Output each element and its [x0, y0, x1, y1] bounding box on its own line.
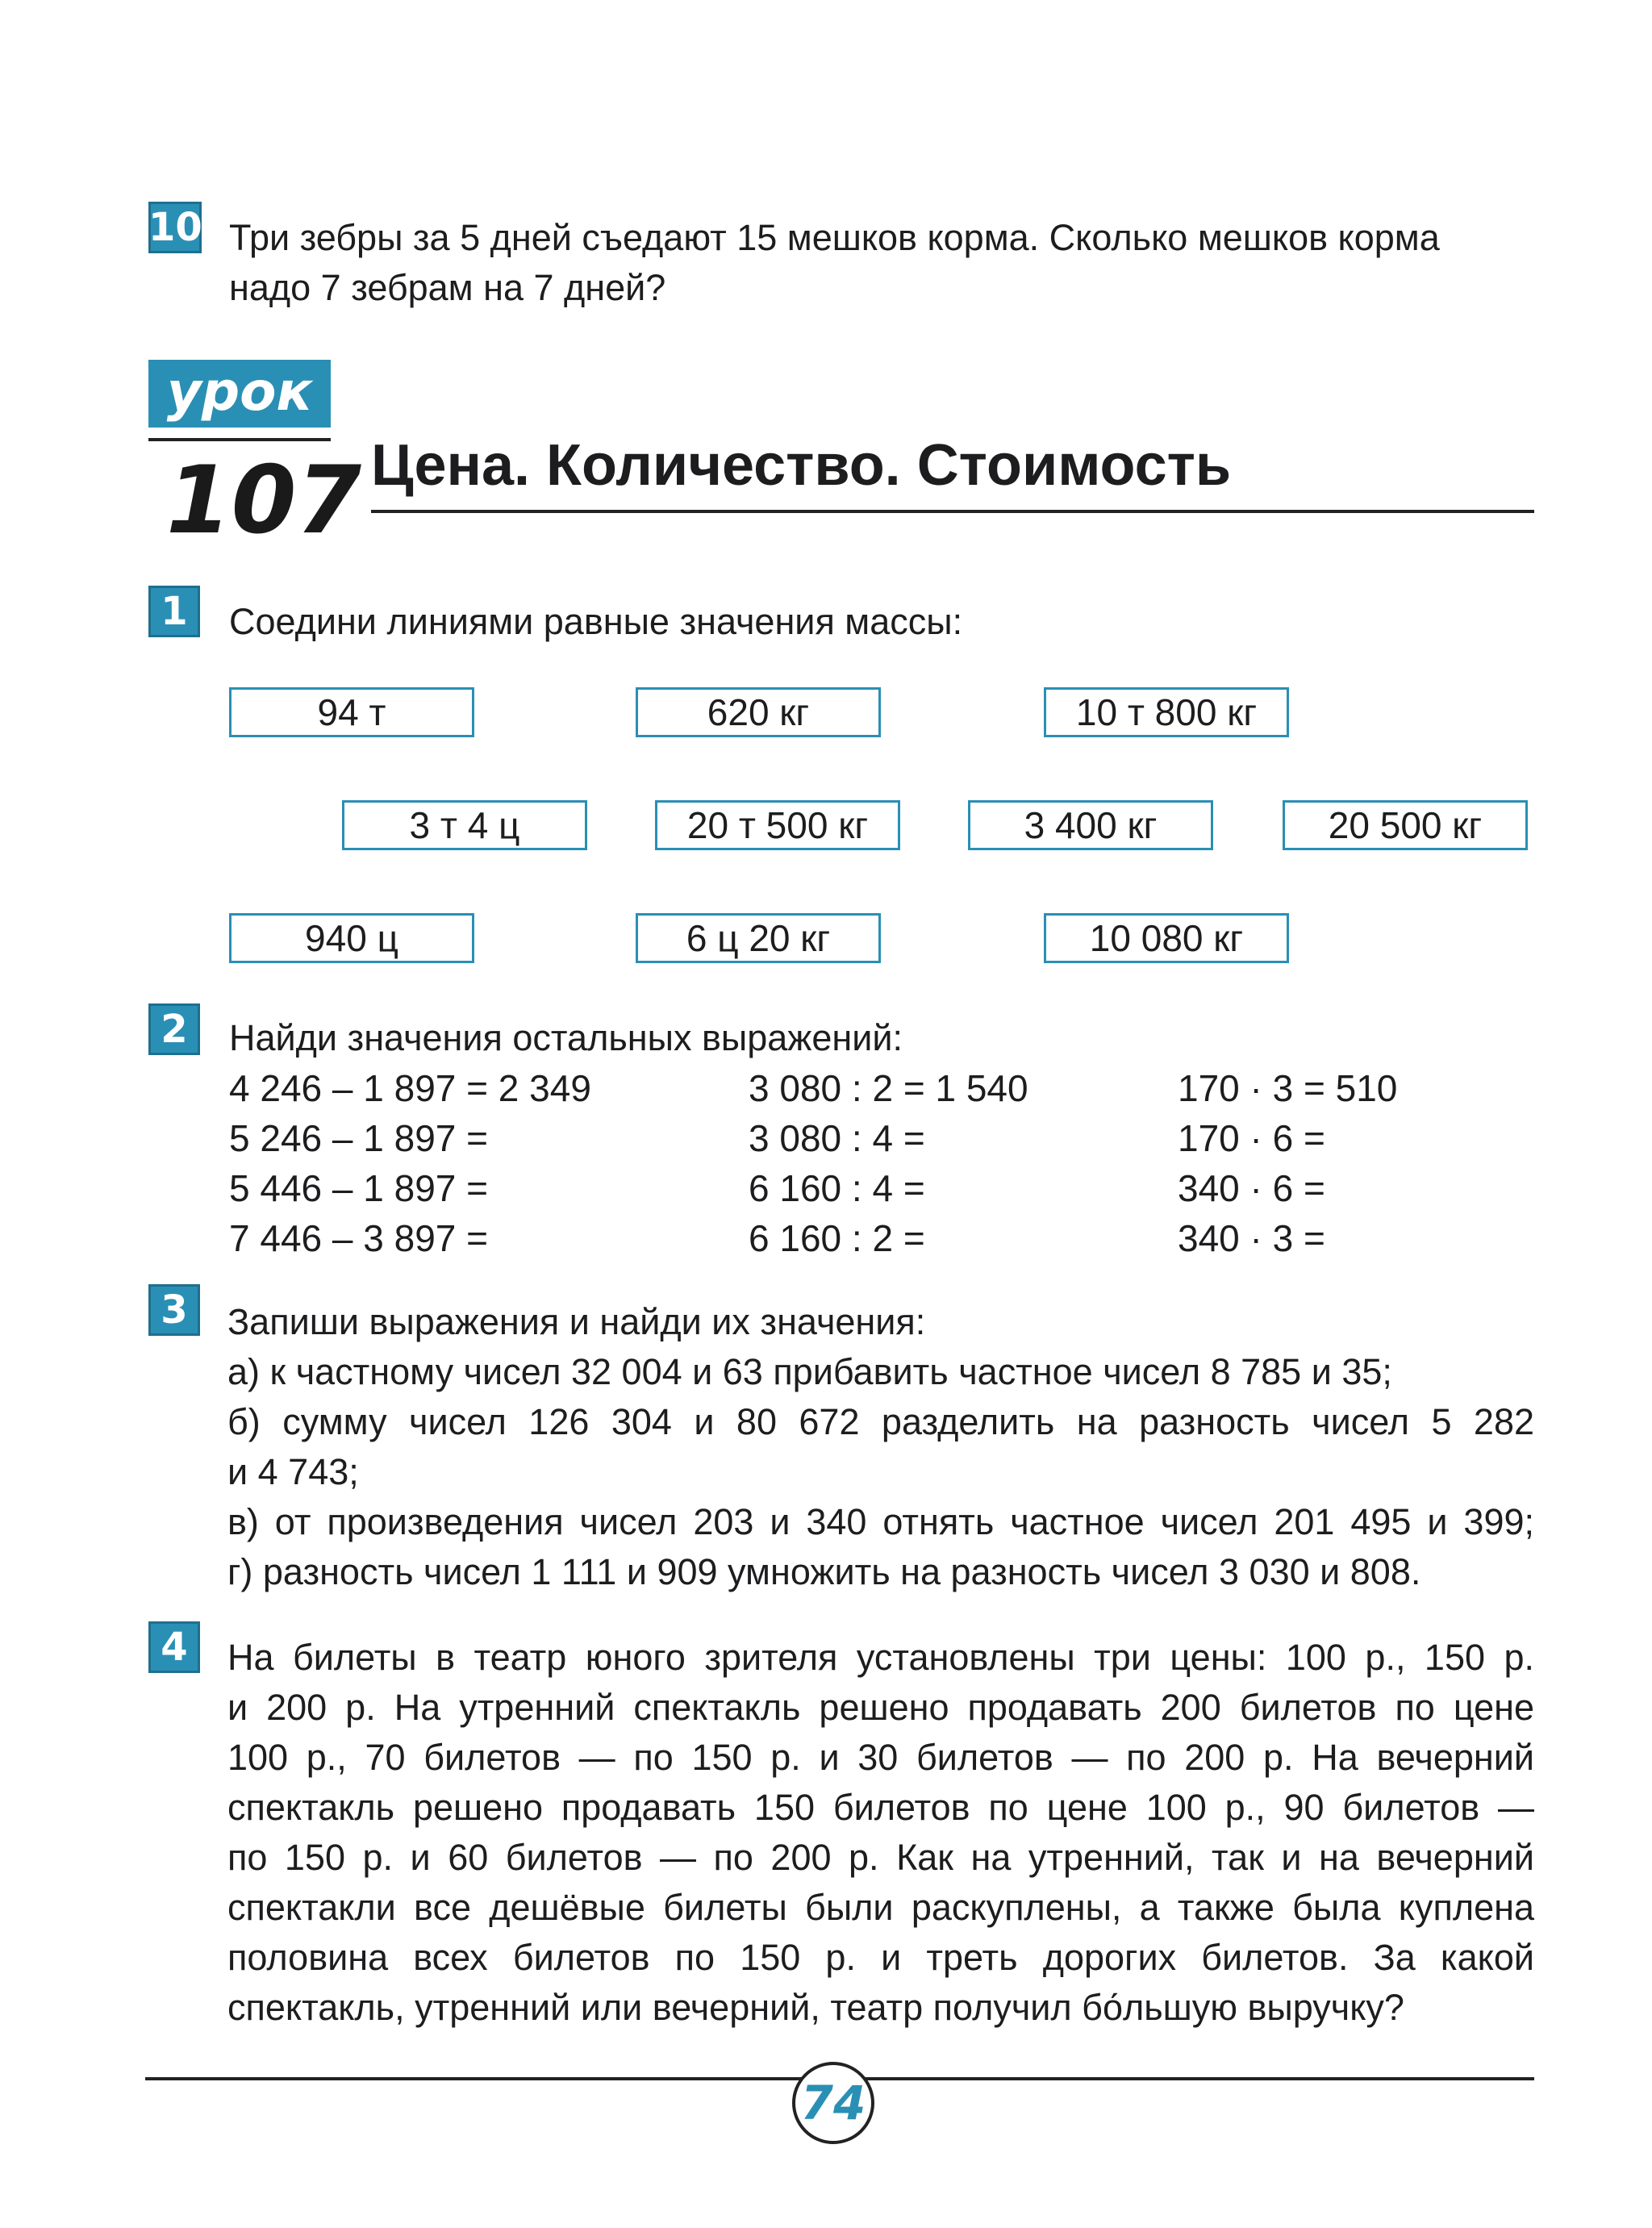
task4-line: половина всех билетов по 150 р. и треть дорогих билетов. За какой	[227, 1937, 1534, 1978]
task3-line: и 4 743;	[227, 1451, 359, 1492]
task3-line: Запиши выражения и найди их значения:	[227, 1301, 926, 1342]
task3-line: б) сумму чисел 126 304 и 80 672 разделить на разность чисел 5 282	[227, 1401, 1534, 1442]
task-number-3: 3	[148, 1284, 200, 1336]
mass-box[interactable]: 6 ц 20 кг	[636, 913, 881, 963]
mass-box[interactable]: 20 500 кг	[1283, 800, 1528, 850]
mass-box[interactable]: 620 кг	[636, 687, 881, 737]
expression: 3 080 : 2 = 1 540	[749, 1067, 1028, 1109]
mass-box[interactable]: 10 080 кг	[1044, 913, 1289, 963]
mass-box[interactable]: 940 ц	[229, 913, 474, 963]
task4-line: 100 р., 70 билетов — по 150 р. и 30 билетов — по 200 р. На вечерний	[227, 1737, 1534, 1778]
task4-line: спектакль, утренний или вечерний, театр получил бо́льшую выручку?	[227, 1987, 1404, 2028]
task4-line: На билеты в театр юного зрителя установлены три цены: 100 р., 150 р.	[227, 1637, 1534, 1678]
task-number-1: 1	[148, 586, 200, 637]
expression: 7 446 – 3 897 =	[229, 1217, 489, 1259]
task4-line: по 150 р. и 60 билетов — по 200 р. Как на утренний, так и на вечерний	[227, 1837, 1534, 1878]
expression: 340 · 6 =	[1178, 1167, 1325, 1209]
task3-line: а) к частному чисел 32 004 и 63 прибавить частное чисел 8 785 и 35;	[227, 1351, 1392, 1392]
task4-line: и 200 р. На утренний спектакль решено продавать 200 билетов по цене	[227, 1687, 1534, 1728]
expression: 3 080 : 4 =	[749, 1117, 925, 1159]
task2-instruction: Найди значения остальных выражений:	[229, 1017, 903, 1058]
task1-instruction: Соедини линиями равные значения массы:	[229, 601, 963, 642]
mass-box[interactable]: 10 т 800 кг	[1044, 687, 1289, 737]
task-number-10: 10	[148, 202, 202, 253]
lesson-label: урок	[148, 360, 331, 428]
expression: 5 246 – 1 897 =	[229, 1117, 489, 1159]
lesson-label-rule	[148, 438, 331, 441]
task-number-2: 2	[148, 1003, 200, 1055]
lesson-title-rule	[371, 510, 1534, 513]
task-number-4: 4	[148, 1621, 200, 1673]
expression: 5 446 – 1 897 =	[229, 1167, 489, 1209]
expression: 170 · 3 = 510	[1178, 1067, 1398, 1109]
mass-box[interactable]: 94 т	[229, 687, 474, 737]
task3-line: г) разность чисел 1 111 и 909 умножить на разность чисел 3 030 и 808.	[227, 1551, 1421, 1592]
mass-box[interactable]: 20 т 500 кг	[655, 800, 900, 850]
task10-line-2: надо 7 зебрам на 7 дней?	[229, 267, 666, 308]
expression: 6 160 : 2 =	[749, 1217, 925, 1259]
task4-text	[227, 1633, 1534, 2033]
expression: 170 · 6 =	[1178, 1117, 1325, 1159]
task10-line-1: Три зебры за 5 дней съедают 15 мешков корма. Сколько мешков корма	[229, 217, 1440, 258]
expression: 340 · 3 =	[1178, 1217, 1325, 1259]
expression: 6 160 : 4 =	[749, 1167, 925, 1209]
page-number: 74	[792, 2062, 874, 2144]
task4-line: спектакль решено продавать 150 билетов по цене 100 р., 90 билетов —	[227, 1787, 1534, 1828]
expression: 4 246 – 1 897 = 2 349	[229, 1067, 591, 1109]
mass-box[interactable]: 3 400 кг	[968, 800, 1213, 850]
lesson-number: 107	[166, 446, 362, 555]
task4-line: спектакли все дешёвые билеты были раскуплены, а также была куплена	[227, 1887, 1534, 1928]
mass-box[interactable]: 3 т 4 ц	[342, 800, 587, 850]
task3-line: в) от произведения чисел 203 и 340 отнять частное чисел 201 495 и 399;	[227, 1501, 1534, 1542]
lesson-title: Цена. Количество. Стоимость	[371, 433, 1232, 498]
task3-text	[227, 1297, 1534, 1597]
